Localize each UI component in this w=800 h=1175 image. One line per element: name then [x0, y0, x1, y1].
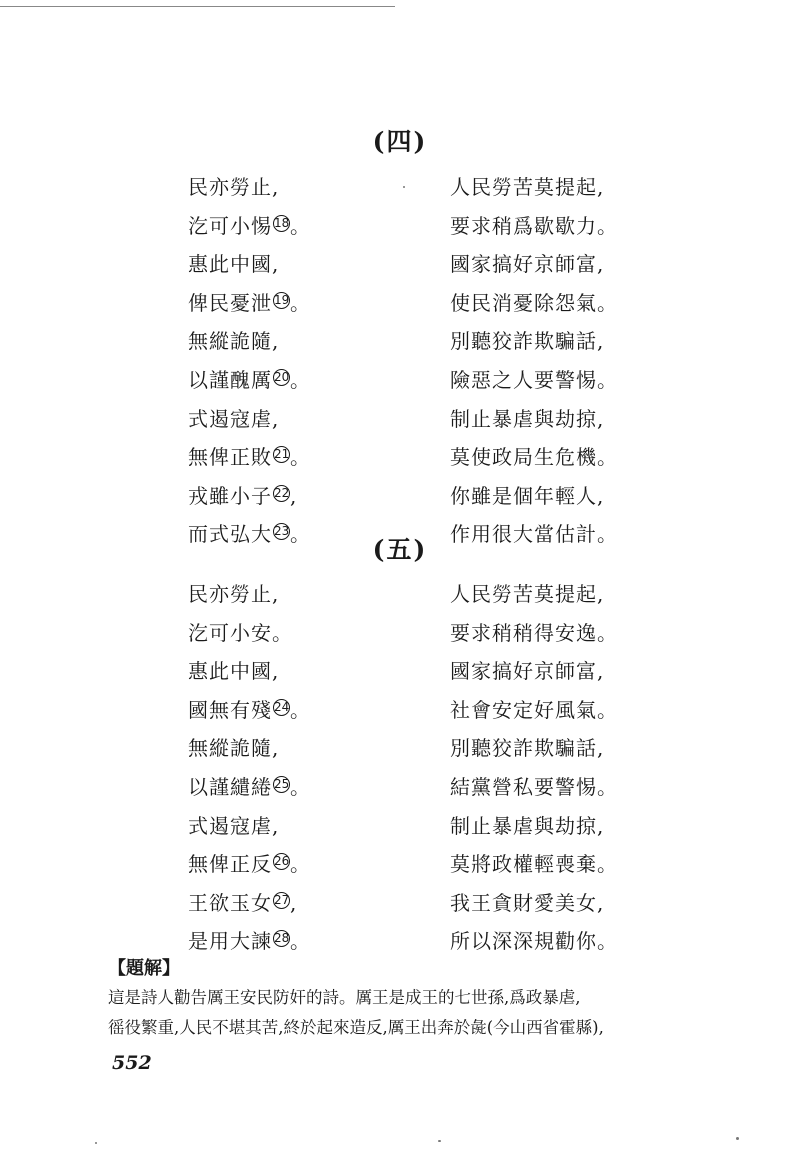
verse-punctuation: 。	[290, 445, 311, 470]
poem-line	[0, 325, 800, 357]
poem-line	[0, 810, 800, 842]
stanza-heading: (五)	[372, 535, 428, 564]
original-verse-text: 汔可小惕	[188, 213, 272, 238]
translation-verse: 所以深深規勸你。	[450, 929, 618, 954]
footnote-marker[interactable]: 22	[274, 485, 290, 500]
original-verse	[188, 810, 279, 842]
verse-punctuation: ,	[290, 890, 298, 915]
translation-verse: 使民消憂除怨氣。	[450, 290, 618, 315]
commentary-title: 【題解】	[108, 958, 180, 979]
translation-verse: 作用很大當估計。	[450, 522, 618, 547]
footnote-marker[interactable]: 19	[274, 292, 290, 307]
translation-verse: 你雖是個年輕人,	[450, 483, 605, 508]
original-verse	[188, 325, 279, 357]
verse-punctuation: 。	[290, 929, 311, 954]
verse-punctuation: 。	[290, 522, 311, 547]
poem-line	[0, 248, 800, 280]
print-speck	[95, 1142, 97, 1144]
original-verse-text: 民亦勞止,	[188, 175, 280, 199]
verse-punctuation: 。	[290, 852, 311, 877]
verse-punctuation: 。	[290, 697, 311, 722]
original-verse	[188, 210, 311, 242]
commentary-line-1: 這是詩人勸告厲王安民防奸的詩。厲王是成王的七世孫,爲政暴虐,	[108, 988, 581, 1007]
translation-verse: 要求稍稍得安逸。	[450, 620, 618, 645]
poem-line	[0, 578, 800, 610]
translation-verse: 莫將政權輕喪棄。	[450, 852, 618, 877]
original-verse	[188, 403, 279, 435]
original-verse	[188, 171, 279, 203]
original-verse-text: 以謹繾綣	[188, 775, 272, 799]
poem-line	[0, 848, 800, 880]
footnote-marker[interactable]: 18	[274, 215, 290, 230]
original-verse	[188, 248, 279, 280]
poem-line	[0, 171, 800, 203]
footnote-marker[interactable]: 24	[274, 699, 290, 714]
footnote-marker[interactable]: 23	[274, 524, 290, 539]
translation-verse: 結黨營私要警惕。	[450, 775, 618, 799]
original-verse-text: 無俾正敗	[188, 445, 272, 470]
verse-punctuation: ,	[290, 483, 298, 508]
poem-line	[0, 364, 800, 396]
poem-line	[0, 441, 800, 473]
original-verse-text: 國無有殘	[188, 697, 272, 722]
poem-line	[0, 887, 800, 919]
original-verse-text: 無縱詭隨,	[188, 329, 280, 354]
original-verse-text: 而式弘大	[188, 522, 272, 547]
original-verse	[188, 732, 279, 764]
original-verse-text: 俾民憂泄	[188, 290, 272, 315]
translation-verse: 人民勞苦莫提起,	[450, 175, 605, 199]
footnote-marker[interactable]: 28	[274, 931, 290, 946]
poem-line	[0, 925, 800, 957]
original-verse	[188, 771, 311, 803]
original-verse	[188, 617, 293, 649]
translation-verse: 國家搞好京師富,	[450, 252, 605, 277]
poem-line	[0, 287, 800, 319]
original-verse-text: 惠此中國,	[188, 252, 280, 277]
original-verse	[188, 848, 311, 880]
verse-punctuation: 。	[290, 213, 311, 238]
original-verse-text: 無縱詭隨,	[188, 736, 280, 761]
translation-verse: 別聽狡詐欺騙話,	[450, 329, 605, 354]
commentary-line-2: 徭役繁重,人民不堪其苦,終於起來造反,厲王出奔於彘(今山西省霍縣),	[108, 1018, 604, 1037]
translation-verse: 莫使政局生危機。	[450, 445, 618, 470]
poem-line	[0, 617, 800, 649]
poem-line	[0, 655, 800, 687]
translation-verse: 國家搞好京師富,	[450, 659, 605, 684]
poem-line	[0, 210, 800, 242]
original-verse-text: 民亦勞止,	[188, 582, 280, 606]
translation-verse: 制止暴虐與劫掠,	[450, 406, 605, 431]
poem-line	[0, 694, 800, 726]
original-verse	[188, 364, 311, 396]
print-speck	[438, 1140, 441, 1142]
original-verse-text: 以謹醜厲	[188, 368, 272, 392]
poem-line	[0, 771, 800, 803]
original-verse	[188, 694, 311, 726]
verse-punctuation: 。	[290, 290, 311, 315]
top-rule	[0, 6, 395, 7]
original-verse-text: 惠此中國,	[188, 659, 280, 684]
verse-punctuation: 。	[290, 368, 311, 392]
original-verse	[188, 578, 279, 610]
original-verse-text: 汔可小安。	[188, 620, 293, 645]
original-verse-text: 是用大諫	[188, 929, 272, 954]
poem-line	[0, 732, 800, 764]
original-verse-text: 戎雖小子	[188, 483, 272, 508]
footnote-marker[interactable]: 25	[274, 777, 290, 791]
original-verse	[188, 441, 311, 473]
translation-verse: 制止暴虐與劫掠,	[450, 813, 605, 838]
original-verse	[188, 925, 311, 957]
original-verse	[188, 655, 279, 687]
original-verse-text: 王欲玉女	[188, 890, 272, 915]
translation-verse: 我王貪財愛美女,	[450, 890, 605, 915]
original-verse	[188, 887, 297, 919]
poem-line	[0, 403, 800, 435]
translation-verse: 別聽狡詐欺騙話,	[450, 736, 605, 761]
original-verse-text: 式遏寇虐,	[188, 406, 280, 431]
original-verse	[188, 480, 297, 512]
translation-verse: 險惡之人要警惕。	[450, 368, 618, 392]
footnote-marker[interactable]: 20	[274, 370, 290, 384]
original-verse-text: 無俾正反	[188, 852, 272, 877]
poem-line	[0, 480, 800, 512]
translation-verse: 社會安定好風氣。	[450, 697, 618, 722]
print-speck	[736, 1137, 739, 1140]
page-number: 552	[112, 1052, 152, 1074]
footnote-marker[interactable]: 27	[274, 892, 290, 907]
footnote-marker[interactable]: 21	[274, 447, 290, 462]
original-verse-text: 式遏寇虐,	[188, 813, 280, 838]
translation-verse: 要求稍爲歇歇力。	[450, 213, 618, 238]
footnote-marker[interactable]: 26	[274, 854, 290, 869]
translation-verse: 人民勞苦莫提起,	[450, 582, 605, 606]
stanza-heading: (四)	[372, 127, 428, 156]
print-speck	[403, 186, 405, 188]
verse-punctuation: 。	[290, 775, 311, 799]
original-verse	[188, 287, 311, 319]
